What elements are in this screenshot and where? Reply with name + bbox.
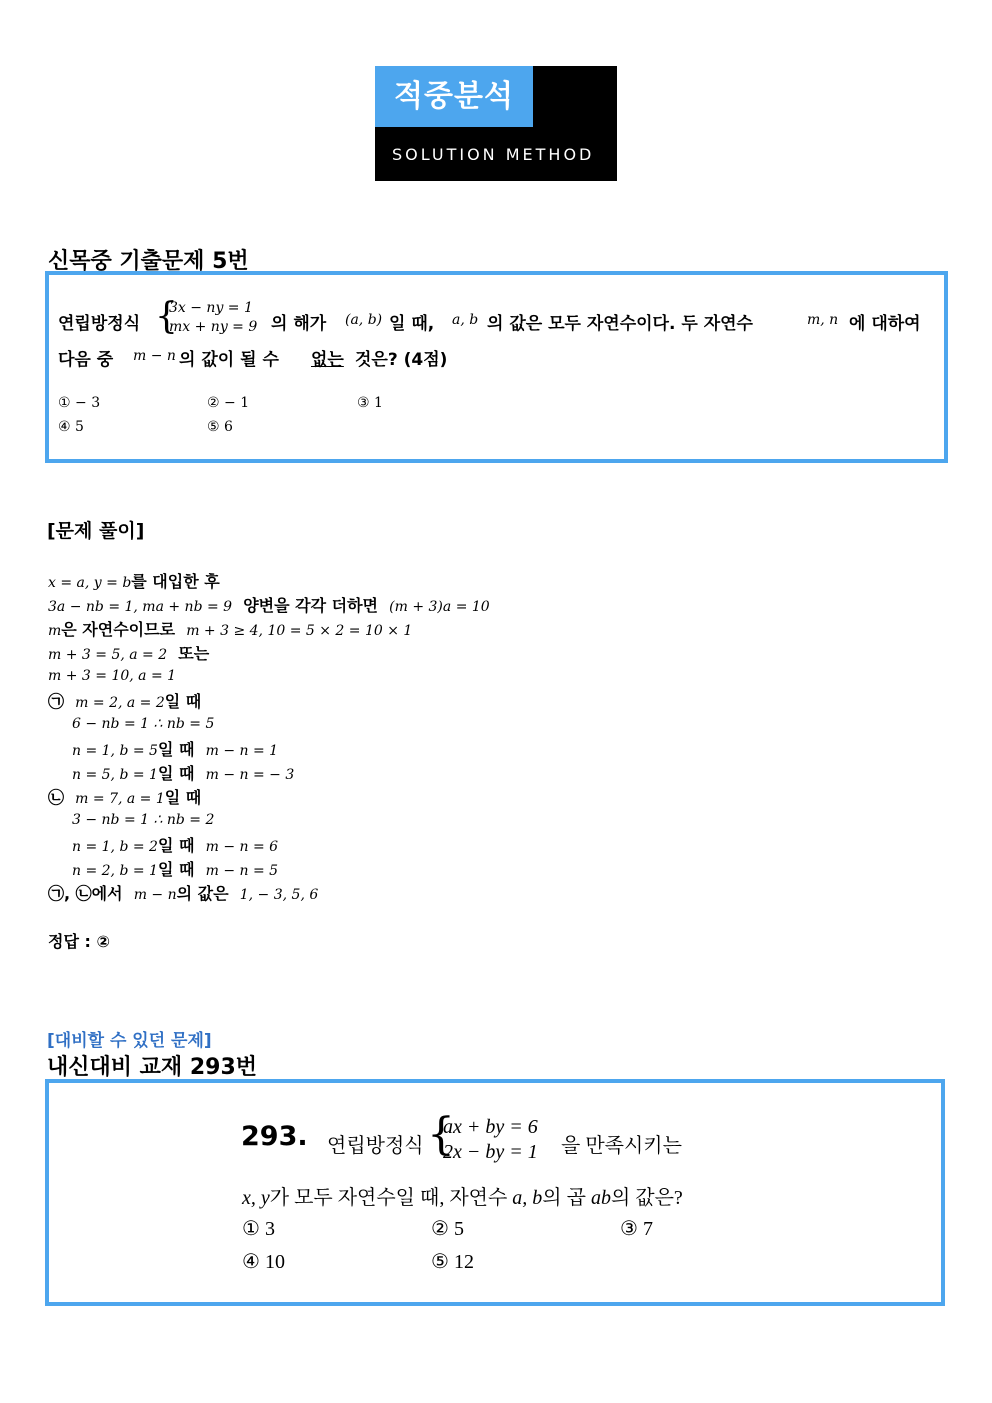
solution-line-8: n = 1, b = 5일 때 m − n = 1	[72, 740, 279, 759]
solution-line-7: 6 − nb = 1 ∴ nb = 5	[72, 716, 215, 732]
problem1-heading: 신목중 기출문제 5번	[48, 249, 249, 274]
problem2-text-a: 을 만족시키는	[561, 1135, 682, 1157]
header-logo	[375, 66, 617, 181]
solution-line-6: ㉠ m = 2, a = 2일 때	[48, 692, 202, 711]
problem1-sol-pair: (a, b)	[345, 312, 383, 328]
problem2-choice-3: ③ 7	[620, 1218, 653, 1240]
problem1-line2-b: 의 값이 될 수	[179, 350, 279, 370]
problem1-text-b: 일 때,	[389, 314, 435, 334]
problem1-choice-2: ② − 1	[207, 395, 250, 411]
problem1-line2-a: 다음 중	[58, 350, 114, 370]
solution-line-3: m은 자연수이므로 m + 3 ≥ 4, 10 = 5 × 2 = 10 × 1	[48, 620, 413, 639]
problem1-intro: 연립방정식	[58, 314, 141, 334]
problem1-ab: a, b	[452, 312, 479, 328]
problem2-box	[45, 1079, 945, 1306]
logo-title: 적중분석	[394, 79, 514, 114]
problem1-eq2: mx + ny = 9	[169, 319, 258, 335]
problem1-m-minus-n: m − n	[133, 348, 176, 364]
brace-symbol: {	[427, 1109, 455, 1160]
problem2-intro: 연립방정식	[327, 1135, 424, 1157]
problem1-system	[155, 297, 267, 341]
solution-line-5: m + 3 = 10, a = 1	[48, 668, 177, 684]
problem1-text-a: 의 해가	[271, 314, 327, 334]
brace-symbol: {	[155, 296, 178, 337]
solution-line-9: n = 5, b = 1일 때 m − n = − 3	[72, 764, 295, 783]
solution-line-2: 3a − nb = 1, ma + nb = 9 양변을 각각 더하면 (m + 3)a = 10	[48, 596, 490, 615]
problem2-choice-4: ④ 10	[242, 1251, 285, 1273]
problem2-number: 293.	[241, 1121, 308, 1152]
problem2-eq2: 2x − by = 1	[443, 1141, 538, 1163]
problem2-heading: 내신대비 교재 293번	[47, 1055, 258, 1080]
solution-line-11: 3 − nb = 1 ∴ nb = 2	[72, 812, 215, 828]
problem1-mn: m, n	[807, 312, 839, 328]
solution-line-10: ㉡ m = 7, a = 1일 때	[48, 788, 202, 807]
problem1-text-d: 에 대하여	[849, 314, 921, 334]
problem2-line2: x, y가 모두 자연수일 때, 자연수 a, b의 곱 ab의 값은?	[242, 1187, 683, 1209]
logo-subtitle: SOLUTION METHOD	[392, 145, 595, 164]
solution-line-1: x = a, y = b를 대입한 후	[48, 572, 220, 591]
solution-line-12: n = 1, b = 2일 때 m − n = 6	[72, 836, 279, 855]
solution-line-4: m + 3 = 5, a = 2 또는	[48, 644, 210, 663]
problem2-eq1: ax + by = 6	[443, 1116, 538, 1138]
problem2-label: [대비할 수 있던 문제]	[47, 1031, 212, 1051]
solution-line-14: ㉠, ㉡에서 m − n의 값은 1, − 3, 5, 6	[48, 884, 319, 903]
problem1-line2-c: 것은? (4점)	[355, 350, 448, 370]
problem1-choice-5: ⑤ 6	[207, 419, 233, 435]
problem1-text-c: 의 값은 모두 자연수이다. 두 자연수	[487, 314, 753, 334]
problem1-choice-3: ③ 1	[357, 395, 383, 411]
problem2-choice-1: ① 3	[242, 1218, 275, 1240]
problem2-choice-5: ⑤ 12	[431, 1251, 474, 1273]
solution-heading: [문제 풀이]	[47, 520, 145, 542]
problem2-choice-2: ② 5	[431, 1218, 464, 1240]
problem1-eq1: 3x − ny = 1	[169, 300, 253, 316]
problem1-choice-1: ① − 3	[58, 395, 101, 411]
problem1-choice-4: ④ 5	[58, 419, 84, 435]
answer: 정답 : ②	[48, 932, 111, 951]
solution-line-13: n = 2, b = 1일 때 m − n = 5	[72, 860, 279, 879]
problem2-system	[427, 1109, 567, 1165]
problem1-box	[45, 271, 948, 463]
problem1-underlined: 없는	[311, 350, 344, 370]
